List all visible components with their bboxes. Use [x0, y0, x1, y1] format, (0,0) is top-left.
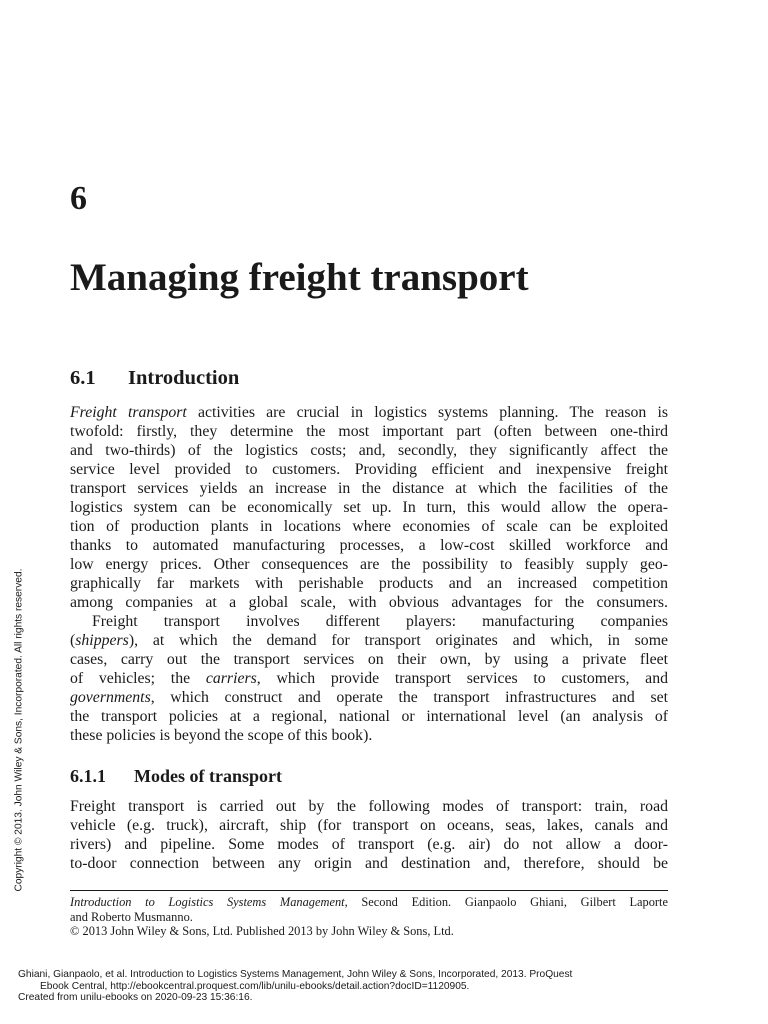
intro-p1-line [70, 403, 668, 422]
side-copyright: Copyright © 2013. John Wiley & Sons, Incorporated. All rights reserved. [13, 568, 25, 892]
section-heading [70, 368, 239, 389]
intro-p1-line: transport services yields an increase in the distance at which the facilities of the [70, 480, 668, 497]
modes-line: rivers) and pipeline. Some modes of transport (e.g. air) do not allow a door- [70, 836, 668, 853]
citation-line: Ebook Central, http://ebookcentral.proquest.com/lib/unilu-ebooks/detail.action?docID=1120905. [40, 980, 470, 992]
footnote [70, 895, 668, 939]
modes-line: Freight transport is carried out by the following modes of transport: train, road [70, 798, 668, 815]
intro-term-freight-transport: Freight transport [70, 404, 187, 421]
citation [18, 969, 572, 1004]
section-title: Introduction [128, 367, 240, 389]
intro-p2-line-rest: ), at which the demand for transport originates and which, in some [128, 632, 668, 649]
intro-term-governments: governments [70, 689, 151, 706]
intro-text [70, 403, 668, 745]
intro-p1-line: thanks to automated manufacturing processes, a low-cost skilled workforce and [70, 537, 668, 554]
modes-text [70, 797, 668, 873]
footnote-line: and Roberto Musmanno. [70, 909, 193, 924]
intro-p2-line: cases, carry out the transport services on their own, by using a private fleet [70, 651, 668, 668]
intro-p2-line: the transport policies at a regional, national or international level (an analysis of [70, 708, 668, 725]
intro-p2-line-rest: , which construct and operate the transport infrastructures and set [150, 689, 668, 706]
intro-p1-line: service level provided to customers. Providing efficient and inexpensive freight [70, 461, 668, 478]
modes-line: vehicle (e.g. truck), aircraft, ship (for transport on oceans, seas, lakes, canals and [70, 817, 668, 834]
footnote-line [70, 895, 668, 910]
subsection-title: Modes of transport [134, 766, 282, 786]
citation-line: Created from unilu-ebooks on 2020-09-23 15:36:16. [18, 992, 253, 1003]
citation-line: Ghiani, Gianpaolo, et al. Introduction to Logistics Systems Management, John Wiley & Sons, Incorporated, 2013. ProQuest [18, 969, 573, 980]
modes-line: to-door connection between any origin and destination and, therefore, should be [70, 855, 668, 872]
intro-p1-line: low energy prices. Other consequences are the possibility to feasibly supply geo- [70, 556, 668, 573]
paren-open: ( [70, 632, 76, 649]
intro-p2-line: Freight transport involves different players: manufacturing companies [92, 613, 668, 630]
section-number: 6.1 [70, 367, 96, 389]
intro-p1-line: logistics system can be economically set up. In turn, this would allow the opera- [70, 499, 668, 516]
intro-term-carriers: carriers [205, 670, 257, 687]
subsection-heading [70, 767, 282, 785]
intro-p1-line: among companies at a global scale, with obvious advantages for the consumers. [70, 594, 668, 611]
intro-p2-line: these policies is beyond the scope of this book). [70, 727, 373, 744]
intro-p1-line: twofold: firstly, they determine the most important part (often between one-third [70, 423, 668, 440]
intro-p2-line [70, 688, 668, 707]
footnote-book-title: Introduction to Logistics Systems Management [70, 895, 345, 909]
subsection-number: 6.1.1 [70, 766, 106, 786]
intro-term-shippers: shippers [75, 632, 129, 649]
chapter-title: Managing freight transport [70, 256, 529, 299]
intro-p1-line-rest: activities are crucial in logistics systems planning. The reason is [186, 404, 668, 421]
intro-p1-line: graphically far markets with perishable products and an increased competition [70, 575, 668, 592]
intro-p2-line [70, 669, 668, 688]
intro-p2-line [70, 631, 668, 650]
footnote-line: © 2013 John Wiley & Sons, Ltd. Published 2013 by John Wiley & Sons, Ltd. [70, 924, 454, 938]
intro-p1-line: tion of production plants in locations where economies of scale can be exploited [70, 518, 668, 535]
footnote-line-rest: , Second Edition. Gianpaolo Ghiani, Gilbert Laporte [344, 895, 668, 909]
footnote-rule [70, 890, 668, 891]
intro-p2-line-rest: , which provide transport services to customers, and [256, 670, 668, 687]
intro-p1-line: and two-thirds) of the logistics costs; and, secondly, they significantly affect the [70, 442, 668, 459]
intro-p2-line-pre: of vehicles; the [70, 670, 206, 687]
chapter-number: 6 [70, 180, 87, 217]
